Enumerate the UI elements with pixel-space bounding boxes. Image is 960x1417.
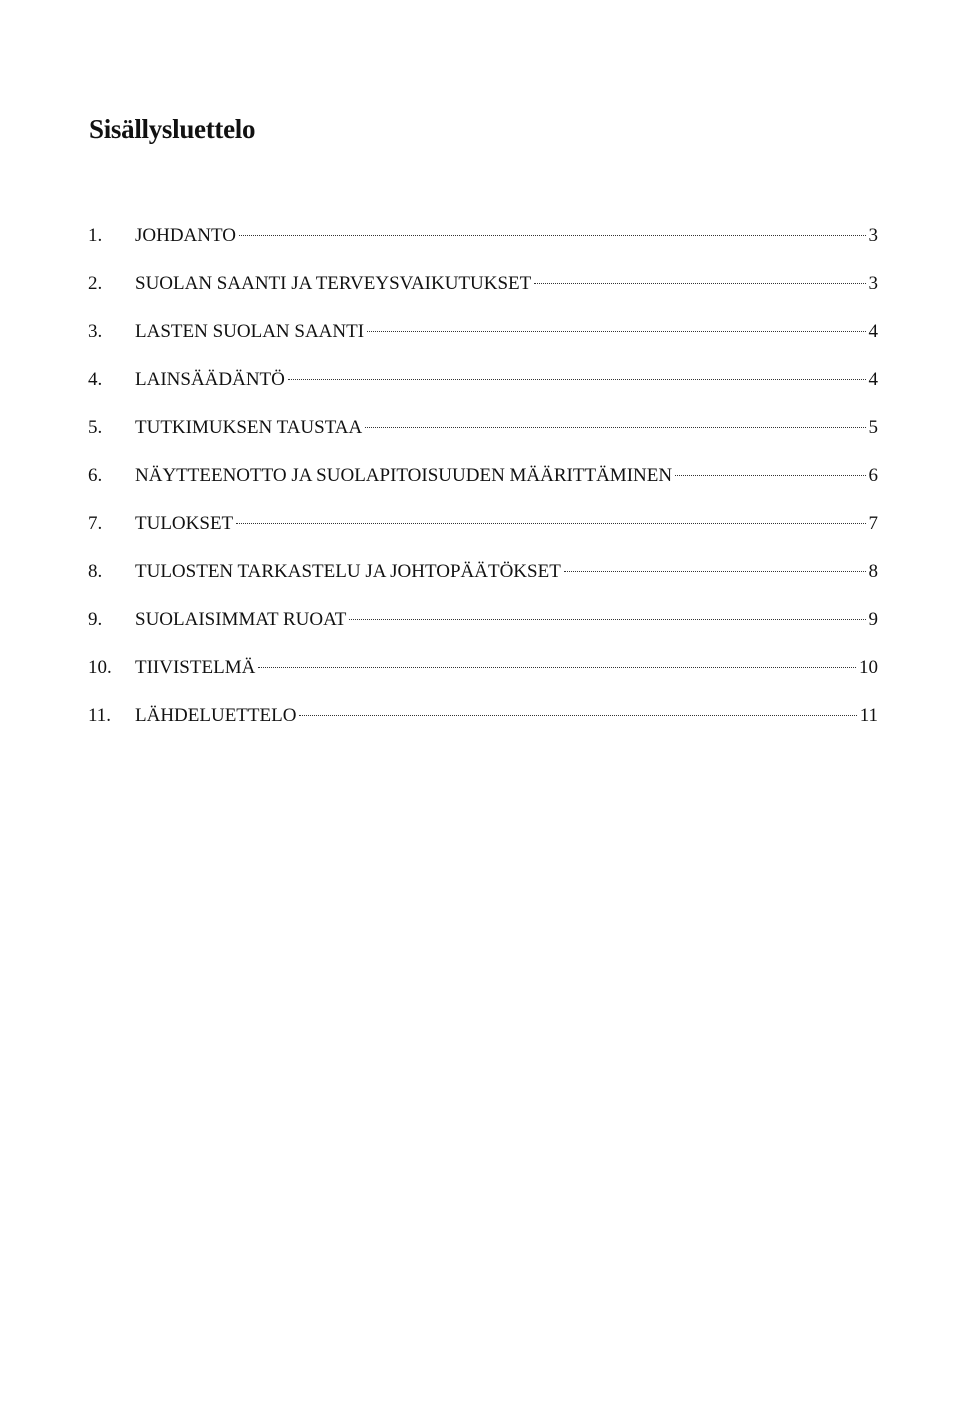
toc-entry-number: 9. — [88, 609, 103, 630]
toc-entry-label: SUOLAN SAANTI JA TERVEYSVAIKUTUKSET — [135, 273, 532, 294]
toc-entry-label: LÄHDELUETTELO — [135, 705, 297, 726]
toc-entry-number: 8. — [88, 561, 103, 582]
toc-entry[interactable] — [88, 654, 880, 702]
toc-entry[interactable] — [88, 222, 880, 270]
toc-entry-label: SUOLAISIMMAT RUOAT — [135, 609, 347, 630]
toc-dot-leader — [564, 571, 866, 572]
toc-entry[interactable] — [88, 702, 880, 750]
toc-entry-label: JOHDANTO — [135, 225, 236, 246]
toc-entry[interactable] — [88, 510, 880, 558]
toc-entry-label: TULOSTEN TARKASTELU JA JOHTOPÄÄTÖKSET — [135, 561, 561, 582]
toc-entry-number: 10. — [88, 657, 112, 678]
toc-entry-page: 9 — [868, 609, 878, 630]
toc-entry-number: 3. — [88, 321, 103, 342]
toc-entry-label: LASTEN SUOLAN SAANTI — [135, 321, 365, 342]
toc-entry[interactable] — [88, 414, 880, 462]
toc-entry-label: NÄYTTEENOTTO JA SUOLAPITOISUUDEN MÄÄRITTÄMINEN — [135, 465, 673, 486]
toc-entry-number: 7. — [88, 513, 103, 534]
toc-entry-page: 10 — [859, 657, 878, 678]
toc-dot-leader — [239, 235, 866, 236]
toc-entry-number: 2. — [88, 273, 103, 294]
toc-dot-leader — [288, 379, 866, 380]
toc-entry[interactable] — [88, 366, 880, 414]
toc-entry-page: 5 — [868, 417, 878, 438]
toc-entry[interactable] — [88, 462, 880, 510]
toc-entry[interactable] — [88, 558, 880, 606]
toc-entry-number: 1. — [88, 225, 103, 246]
toc-entry-page: 3 — [868, 225, 878, 246]
toc-entry-number: 11. — [88, 705, 112, 726]
toc-entry-page: 7 — [868, 513, 878, 534]
toc-dot-leader — [675, 475, 865, 476]
toc-entry-number: 6. — [88, 465, 103, 486]
toc-entry-page: 4 — [868, 369, 878, 390]
toc-entry[interactable] — [88, 270, 880, 318]
toc-entry[interactable] — [88, 606, 880, 654]
toc-entry[interactable] — [88, 318, 880, 366]
toc-entry-page: 11 — [859, 705, 878, 726]
toc-entry-number: 5. — [88, 417, 103, 438]
toc-entry-number: 4. — [88, 369, 103, 390]
toc-entry-page: 3 — [868, 273, 878, 294]
table-of-contents — [88, 222, 880, 750]
toc-entry-label: TUTKIMUKSEN TAUSTAA — [135, 417, 363, 438]
toc-dot-leader — [236, 523, 865, 524]
toc-entry-label: TULOKSET — [135, 513, 234, 534]
toc-dot-leader — [349, 619, 865, 620]
toc-entry-page: 8 — [868, 561, 878, 582]
toc-dot-leader — [365, 427, 865, 428]
toc-entry-page: 4 — [868, 321, 878, 342]
toc-entry-label: TIIVISTELMÄ — [135, 657, 256, 678]
toc-dot-leader — [367, 331, 865, 332]
toc-dot-leader — [258, 667, 856, 668]
toc-dot-leader — [534, 283, 865, 284]
toc-entry-page: 6 — [868, 465, 878, 486]
toc-dot-leader — [299, 715, 856, 716]
toc-entry-label: LAINSÄÄDÄNTÖ — [135, 369, 285, 390]
page-title: Sisällysluettelo — [89, 114, 256, 144]
